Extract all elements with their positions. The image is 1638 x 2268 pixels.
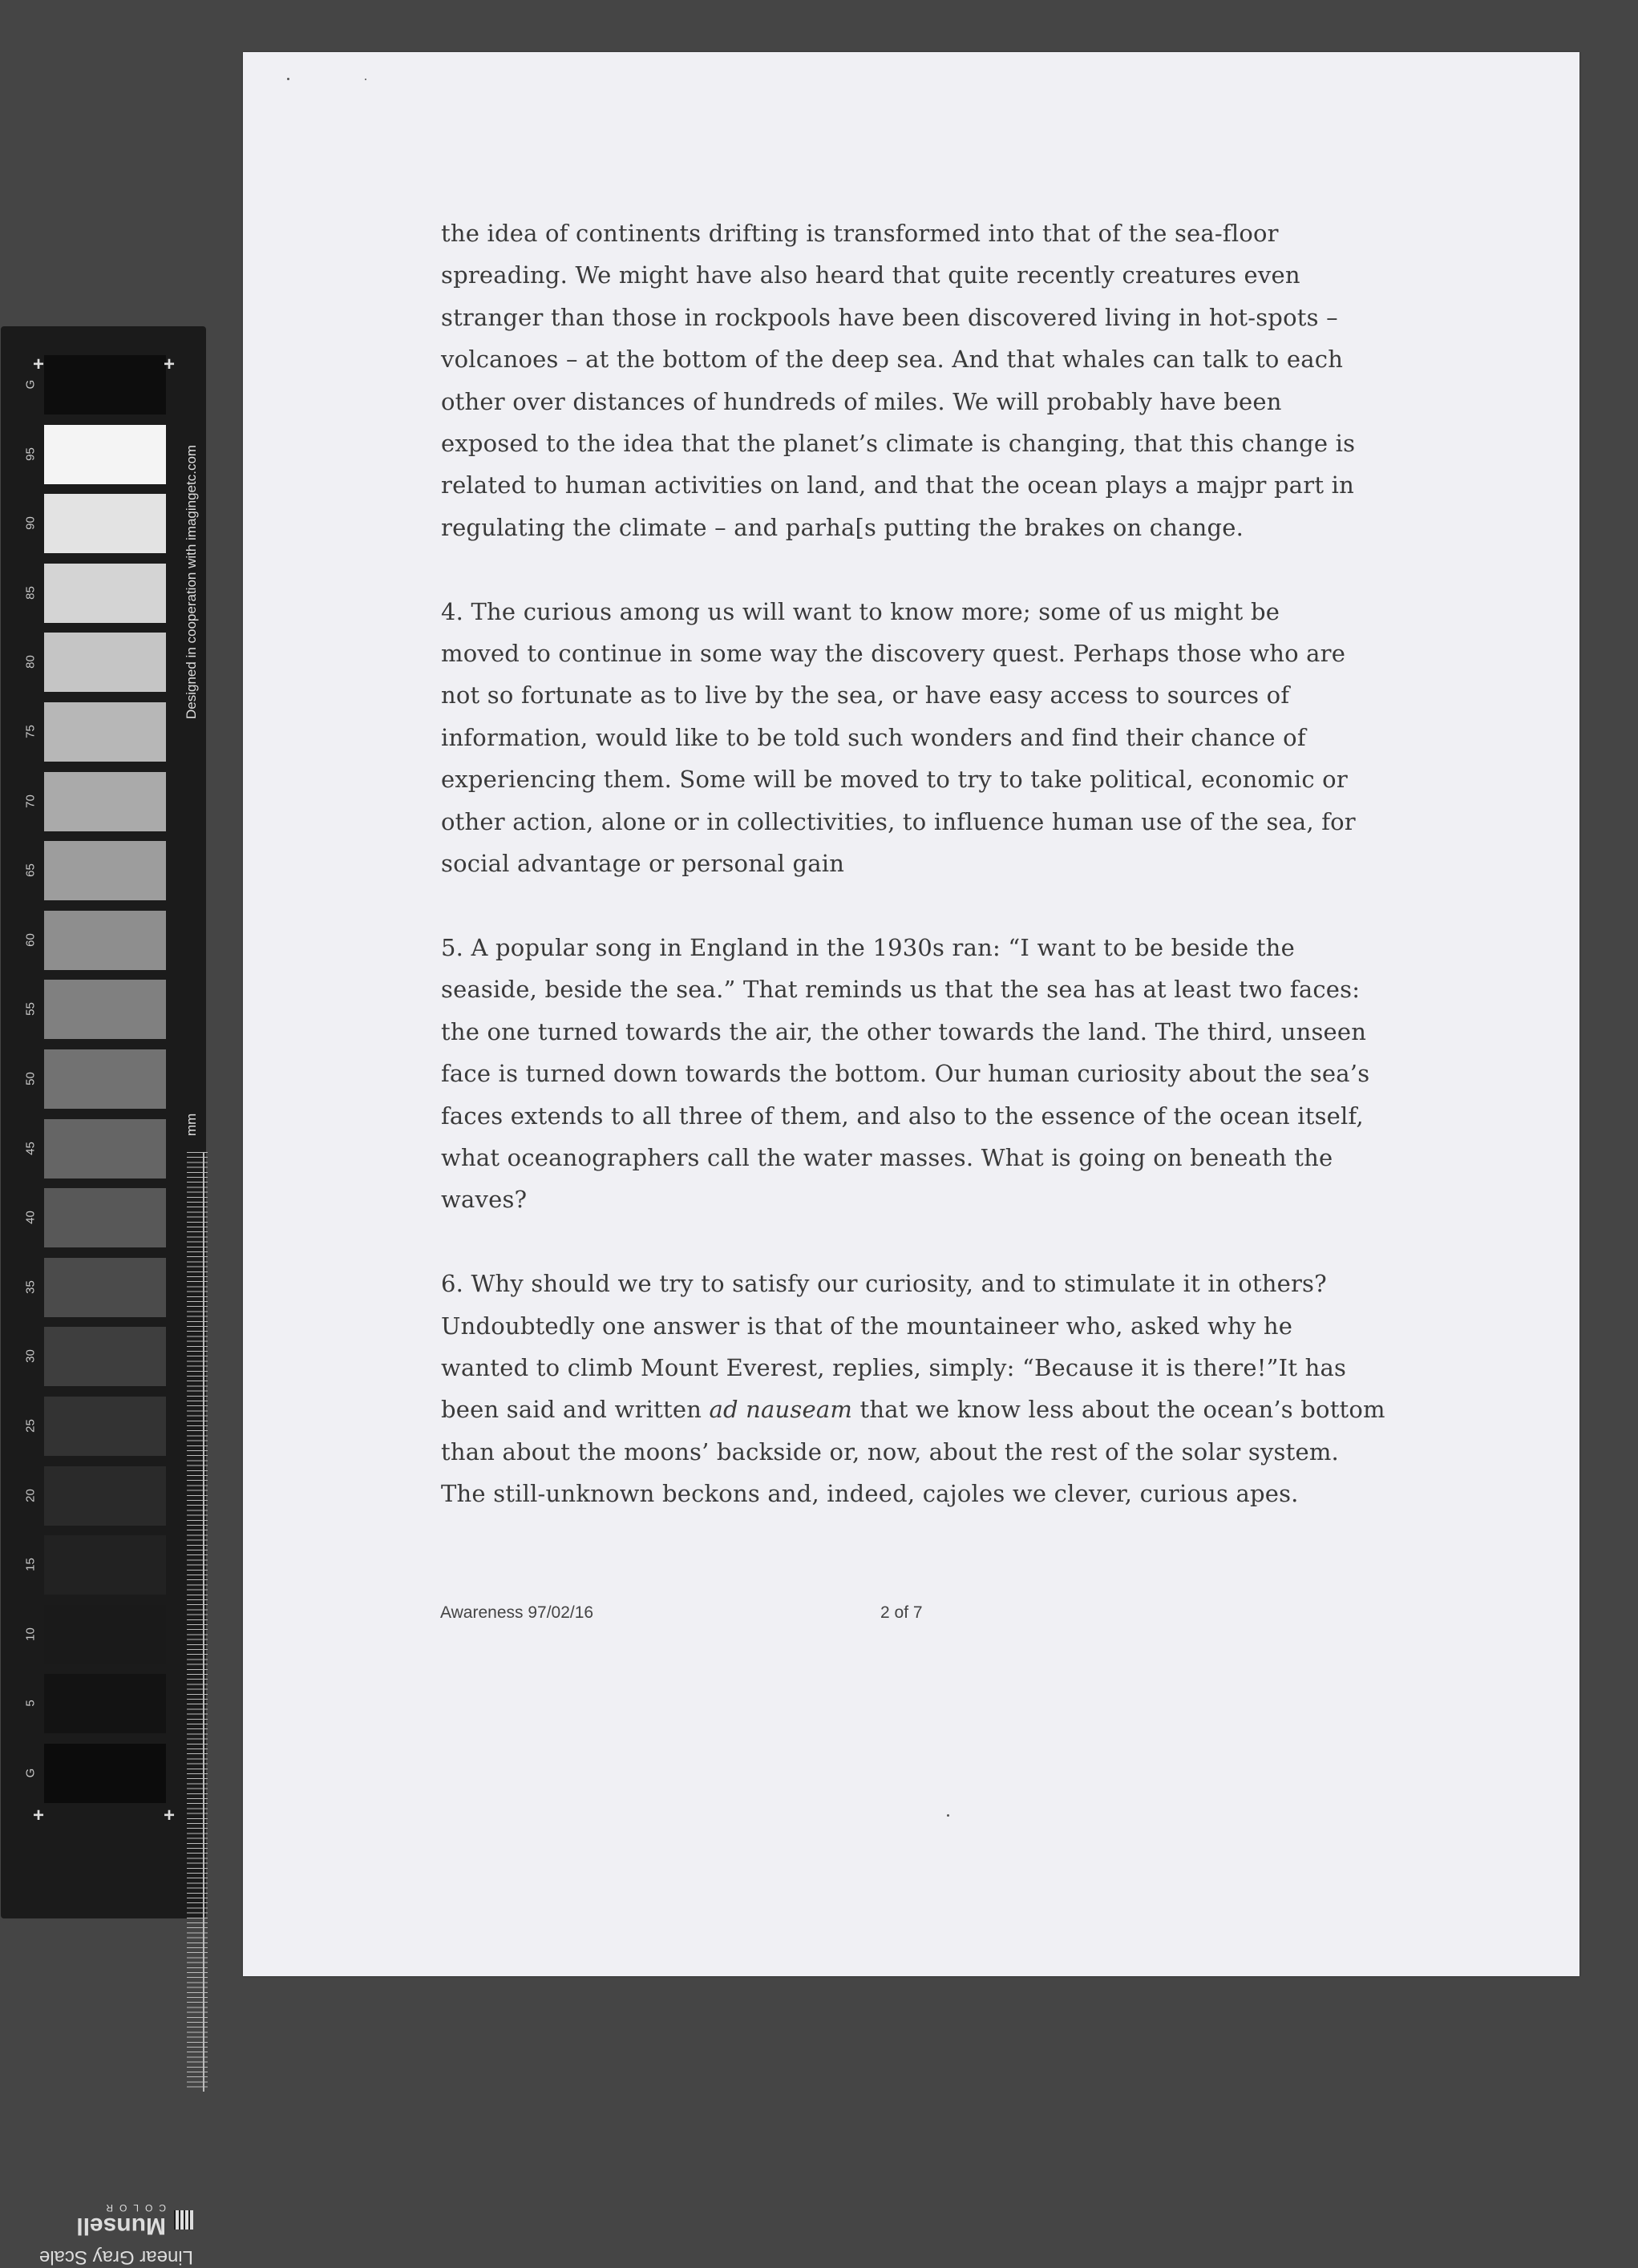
scale-credit: Designed in cooperation with imagingetc.com (184, 444, 199, 719)
patch-label: 85 (23, 585, 38, 600)
patch-label: 70 (23, 794, 38, 808)
text-line: The still-unknown beckons and, indeed, cajoles we clever, curious apes. (441, 1480, 1299, 1508)
text-line: exposed to the idea that the planet’s climate is changing, that this change is (441, 430, 1356, 458)
patch-label: 60 (23, 932, 38, 947)
text-line: than about the moons’ backside or, now, about the rest of the solar system. (441, 1437, 1339, 1466)
patch-label: 95 (23, 447, 38, 461)
registration-mark: + (164, 1805, 176, 1826)
patch-label: 15 (23, 1558, 38, 1572)
scale-branding (33, 2202, 193, 2268)
text-line: the one turned towards the air, the other towards the land. The third, unseen (441, 1017, 1367, 1045)
brand-name: Munsell (76, 2213, 166, 2239)
text-line: other action, alone or in collectivities, to influence human use of the sea, for (441, 807, 1356, 835)
registration-mark: + (33, 1805, 45, 1826)
text-line: spreading. We might have also heard that quite recently creatures even (441, 261, 1300, 289)
text-line: volcanoes – at the bottom of the deep sea. And that whales can talk to each (441, 346, 1344, 374)
text-line: the idea of continents drifting is transformed into that of the sea-floor (441, 220, 1279, 247)
footer-page-number: 2 of 7 (880, 1603, 923, 1622)
gray-patch (44, 1674, 166, 1733)
scale-title: Linear Gray Scale (38, 2246, 193, 2268)
patch-label: 10 (23, 1627, 38, 1641)
gray-patch (44, 425, 166, 484)
patch-label: 65 (23, 863, 38, 878)
gray-patch (44, 1466, 166, 1526)
dust-speck (947, 1814, 949, 1817)
text-line (441, 1389, 1435, 1430)
gray-patch (44, 1535, 166, 1595)
text-line: stranger than those in rockpools have been discovered living in hot-spots – (441, 303, 1338, 331)
text-line: 4. The curious among us will want to know more; some of us might be (441, 597, 1280, 625)
patch-label: 80 (23, 655, 38, 669)
gray-patch (44, 911, 166, 970)
paragraph-6 (441, 1263, 1435, 1514)
dust-speck (365, 79, 366, 80)
patch-label: 90 (23, 516, 38, 531)
text-line: social advantage or personal gain (441, 850, 845, 878)
gray-patch (44, 633, 166, 692)
gray-patch (44, 1605, 166, 1664)
text-line: waves? (441, 1186, 528, 1214)
text-line: wanted to climb Mount Everest, replies, simply: “Because it is there!”It has (441, 1353, 1347, 1381)
gray-patch (44, 494, 166, 553)
text-line: regulating the climate – and parha[s putting the brakes on change. (441, 513, 1244, 541)
paragraph (441, 212, 1435, 548)
italic-phrase: ad nauseam (709, 1396, 853, 1424)
patch-label: 45 (23, 1141, 38, 1155)
brand-sub: COLOR (99, 2202, 166, 2213)
gray-patch (44, 1397, 166, 1456)
text-line: other over distances of hundreds of miles. We will probably have been (441, 387, 1282, 415)
gray-patch (44, 702, 166, 762)
patch-label: 30 (23, 1349, 38, 1364)
patch-label: 75 (23, 725, 38, 738)
footer-document-id: Awareness 97/02/16 (440, 1603, 594, 1622)
text-segment: been said and written (441, 1396, 710, 1424)
paragraph (441, 927, 1435, 1221)
text-line: face is turned down towards the bottom. Our human curiosity about the sea’s (441, 1060, 1370, 1088)
mm-ruler (187, 1152, 208, 2092)
patch-label: 55 (23, 1002, 38, 1017)
text-line: information, would like to be told such wonders and find their chance of (441, 723, 1306, 751)
gray-patch (44, 841, 166, 900)
document-body (441, 212, 1435, 1557)
gray-patch (44, 772, 166, 831)
text-line: moved to continue in some way the discovery quest. Perhaps those who are (441, 640, 1346, 668)
ruler-spine (203, 1152, 204, 2092)
patch-label: 20 (23, 1488, 38, 1502)
patch-label: G (23, 1768, 38, 1778)
text-line: experiencing them. Some will be moved to try to take political, economic or (441, 766, 1348, 794)
text-line: faces extends to all three of them, and also to the essence of the ocean itself, (441, 1102, 1364, 1130)
gray-scale-card (1, 326, 206, 2268)
document-page (243, 52, 1579, 1976)
text-line: what oceanographers call the water masses. What is going on beneath the (441, 1143, 1333, 1171)
text-line: 5. A popular song in England in the 1930s ran: “I want to be beside the (441, 933, 1295, 961)
gray-patch (44, 1188, 166, 1247)
gray-patch (44, 1119, 166, 1178)
gray-patch (44, 1258, 166, 1317)
registration-mark: + (33, 354, 45, 375)
dust-speck (287, 78, 289, 80)
registration-mark: + (164, 354, 176, 375)
patch-label: 5 (23, 1700, 38, 1708)
gray-patch (44, 355, 166, 414)
gray-patch (44, 980, 166, 1039)
patch-label: 35 (23, 1280, 38, 1294)
gray-patch (44, 1327, 166, 1386)
text-segment: that we know less about the ocean’s bottom (852, 1396, 1385, 1424)
paragraph (441, 591, 1435, 885)
patch-label: G (23, 379, 38, 390)
patch-label: 50 (23, 1072, 38, 1085)
gray-patch (44, 564, 166, 623)
paragraph-group (441, 212, 1435, 1221)
text-line: Undoubtedly one answer is that of the mountaineer who, asked why he (441, 1312, 1293, 1340)
patch-label: 25 (23, 1419, 38, 1433)
text-line: related to human activities on land, and that the ocean plays a majpr part in (441, 471, 1354, 499)
text-line: seaside, beside the sea.” That reminds us that the sea has at least two faces: (441, 976, 1361, 1004)
munsell-logo-icon (174, 2210, 193, 2230)
gray-patch (44, 1049, 166, 1109)
patch-label: 40 (23, 1211, 38, 1225)
text-line: 6. Why should we try to satisfy our curiosity, and to stimulate it in others? (441, 1270, 1327, 1298)
scale-unit: mm (184, 1113, 199, 1136)
gray-patch (44, 1744, 166, 1803)
text-line: not so fortunate as to live by the sea, or have easy access to sources of (441, 681, 1290, 710)
